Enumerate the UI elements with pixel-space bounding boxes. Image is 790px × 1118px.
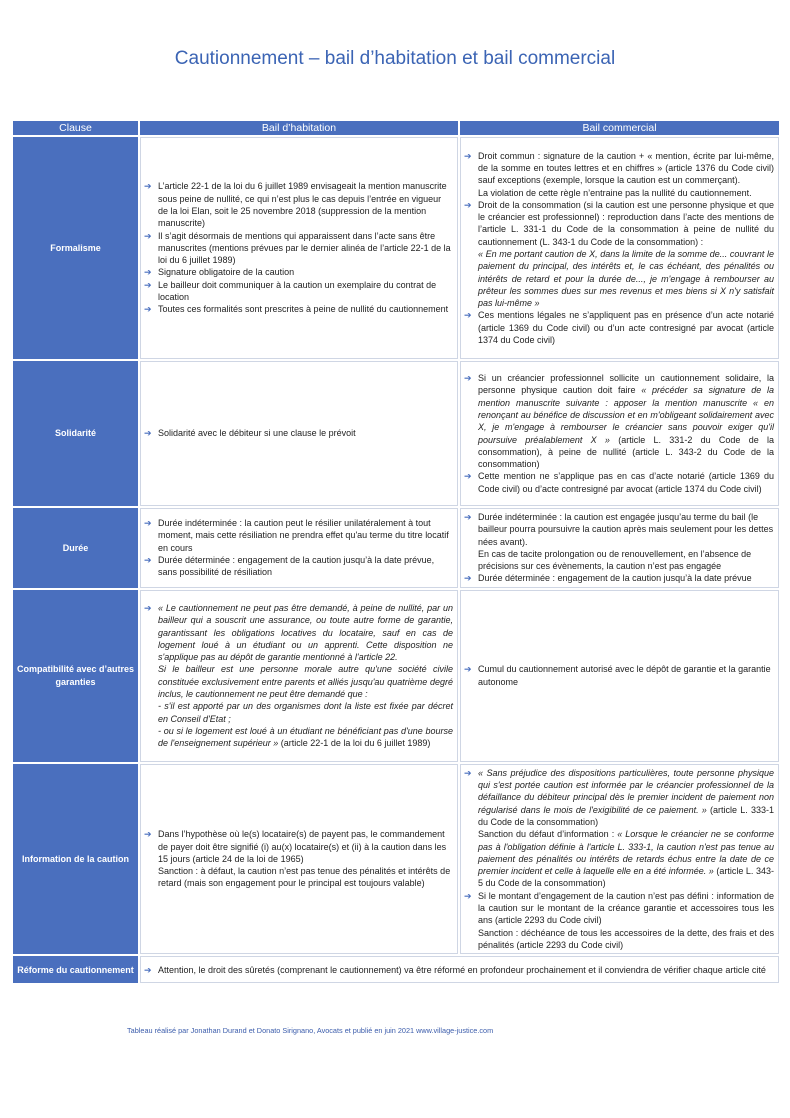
row-compatibilite xyxy=(13,590,779,762)
arrow-right-icon: ➔ xyxy=(144,279,152,290)
arrow-right-icon: ➔ xyxy=(464,199,472,210)
row-information xyxy=(13,764,779,954)
row-duree xyxy=(13,508,779,588)
list-item: ➔ Dans l’hypothèse où le(s) locataire(s) de payent pas, le commandement de payer doit être signifié (i) au(x) locataire(s) et (ii) à la caution dans les 15 jours (article 24 de la loi de 1965) xyxy=(144,829,447,864)
list-item: ➔ Signature obligatoire de la caution xyxy=(144,267,295,278)
cell-compatibilite-habitation xyxy=(140,590,458,762)
cell-compatibilite-commercial xyxy=(460,590,779,762)
list-item: ➔ Durée déterminée : engagement de la caution jusqu’à la date prévue, sans possibilité de résiliation xyxy=(144,555,435,578)
arrow-right-icon: ➔ xyxy=(464,150,472,161)
header-habitation: Bail d’habitation xyxy=(140,121,458,135)
arrow-right-icon: ➔ xyxy=(464,664,472,675)
arrow-right-icon: ➔ xyxy=(144,304,152,315)
paragraph: - ou si le logement est loué à un étudiant ne bénéficiant pas d'une bourse de l'enseignement supérieur » (article 22-1 de la loi du 6 juillet 1989) xyxy=(158,725,453,749)
list-item: ➔ Durée indéterminée : la caution est engagée jusqu’au terme du bail (le bailleur pourra poursuivre la caution après mais seulement pour les dettes nées avant). xyxy=(464,512,774,547)
paragraph: En cas de tacite prolongation ou de renouvellement, en l’absence de précisions sur ces évènements, la caution n’est pas engagée xyxy=(478,548,752,572)
header-clause: Clause xyxy=(13,121,138,135)
cell-information-commercial xyxy=(460,764,779,954)
row-formalisme xyxy=(13,137,779,359)
list-item: ➔ « Sans préjudice des dispositions particulières, toute personne physique qui s'est portée caution est informée par le créancier professionnel de la défaillance du débiteur principal dès le premier incident de paiement non régularisé dans le mois de l'exigibilité de ce paiement. » (article L. 333-1 du Code de la consommation) xyxy=(464,767,774,827)
cell-duree-commercial xyxy=(460,508,779,588)
row-label-reforme: Réforme du cautionnement xyxy=(13,956,138,983)
cell-formalisme-commercial xyxy=(460,137,779,359)
page-title: Cautionnement – bail d’habitation et bail commercial xyxy=(174,48,616,69)
arrow-right-icon: ➔ xyxy=(144,603,152,613)
cell-reforme xyxy=(140,956,779,983)
list-item: ➔ Si le montant d’engagement de la caution n’est pas défini : information de la caution sur le montant de la créance garantie et accessoires tous les ans (article 2293 du Code civil) xyxy=(464,890,774,926)
paragraph: Sanction : à défaut, la caution n’est pas tenue des pénalités et intérêts de retard (mais son engagement pour le principal est toujours valable) xyxy=(158,866,451,889)
arrow-right-icon: ➔ xyxy=(144,267,152,278)
arrow-right-icon: ➔ xyxy=(144,829,152,840)
list-item: ➔ Ces mentions légales ne s’appliquent pas en présence d’un acte notarié (article 1369 du Code civil) ou d’un acte contresigné par avocat (article 1374 du Code civil) xyxy=(464,310,774,346)
list-item: ➔ Droit de la consommation (si la caution est une personne physique et que le créancier est professionnel) : reproduction dans l’acte des mentions de l’article L. 331-1 du Code de la consommation à peine de nullité du cautionnement (L. 343-1 du Code de la consommation) : xyxy=(464,199,774,247)
arrow-right-icon: ➔ xyxy=(464,767,472,778)
row-label-formalisme: Formalisme xyxy=(13,137,138,359)
list-item: ➔ Attention, le droit des sûretés (comprenant le cautionnement) va être réformé en profondeur prochainement et il conviendra de vérifier chaque article cité xyxy=(144,964,766,975)
arrow-right-icon: ➔ xyxy=(144,428,152,439)
list-item: ➔ L’article 22-1 de la loi du 6 juillet 1989 envisageait la mention manuscrite sous peine de nullité, ce qui n’est plus le cas depuis l’entrée en vigueur de la loi Elan, soit le 25 novembre 2018 (suppression de la mention manuscrite) xyxy=(144,181,447,229)
list-item: ➔ Si un créancier professionnel sollicite un cautionnement solidaire, la personne physique caution doit faire « précéder sa signature de la mention manuscrite suivante : apposer la mention manuscrite « en renonçant au bénéfice de discussion et en m'obligeant solidairement avec X, je m'engage à rembourser le créancier sans pouvoir exiger qu'il poursuive préalablement X » (article L. 331-2 du Code de la consommation), à peine de nullité (article L. 343-2 du Code de la consommation) xyxy=(464,373,775,470)
comparison-table xyxy=(11,119,781,985)
row-reforme xyxy=(13,956,779,983)
legal-quote: - s'il est apporté par un des organismes dont la liste est fixée par décret en Conseil d'Etat ; xyxy=(158,701,453,724)
arrow-right-icon: ➔ xyxy=(144,964,152,975)
cell-formalisme-habitation xyxy=(140,137,458,359)
list-item: ➔ Toutes ces formalités sont prescrites à peine de nullité du cautionnement xyxy=(144,304,449,315)
arrow-right-icon: ➔ xyxy=(464,890,472,901)
arrow-right-icon: ➔ xyxy=(464,512,472,522)
list-item: ➔ Cette mention ne s’applique pas en cas d’acte notarié (article 1369 du Code civil) ou d’acte contresigné par avocat (article 1374 du Code civil) xyxy=(464,471,774,494)
arrow-right-icon: ➔ xyxy=(144,518,152,529)
list-item: ➔ Il s’agit désormais de mentions qui apparaissent dans l’acte sans être manuscrites (mentions prévues par le dernier alinéa de l’article 22-1 de la loi du 6 juillet 1989) xyxy=(144,230,451,266)
arrow-right-icon: ➔ xyxy=(144,181,152,192)
legal-quote: « En me portant caution de X, dans la limite de la somme de... couvrant le paiement du principal, des intérêts et, le cas échéant, des pénalités ou intérêts de retard et pour la durée de..., je m'engage à rembourser au prêteur les sommes dues sur mes revenus et mes biens si X n'y satisfait pas lui-même » xyxy=(478,249,774,309)
cell-duree-habitation xyxy=(140,508,458,588)
list-item: ➔ Durée indéterminée : la caution peut le résilier unilatéralement à tout moment, mais cette résiliation ne prendra effet qu'au terme du titre locatif en cours xyxy=(144,518,449,553)
legal-quote: Si le bailleur est une personne morale autre qu'une société civile constituée exclusivement entre parents et alliés jusqu'au quatrième degré inclus, le cautionnement ne peut être demandé que : xyxy=(158,664,453,700)
list-item: ➔ Le bailleur doit communiquer à la caution un exemplaire du contrat de location xyxy=(144,279,437,303)
row-label-solidarite: Solidarité xyxy=(13,361,138,506)
list-item: ➔ Durée déterminée : engagement de la caution jusqu’à la date prévue xyxy=(464,573,752,584)
arrow-right-icon: ➔ xyxy=(464,573,472,584)
row-label-duree: Durée xyxy=(13,508,138,588)
header-row xyxy=(13,121,779,135)
cell-solidarite-commercial xyxy=(460,361,779,506)
paragraph: La violation de cette règle n’entraine pas la nullité du cautionnement. xyxy=(478,187,752,198)
list-item: ➔ Droit commun : signature de la caution + « mention, écrite par lui-même, de la somme en toutes lettres et en chiffres » (article 1376 du Code civil) sauf exceptions (exemple, lorsque la caution est un commerçant). xyxy=(464,150,774,186)
list-item: ➔ Cumul du cautionnement autorisé avec le dépôt de garantie et la garantie autonome xyxy=(464,664,771,687)
header-commercial: Bail commercial xyxy=(460,121,779,135)
row-solidarite xyxy=(13,361,779,506)
list-item: ➔ Solidarité avec le débiteur si une clause le prévoit xyxy=(144,428,356,439)
arrow-right-icon: ➔ xyxy=(464,471,472,482)
arrow-right-icon: ➔ xyxy=(144,555,152,566)
arrow-right-icon: ➔ xyxy=(464,310,472,321)
footer-credit: Tableau réalisé par Jonathan Durand et Donato Sirignano, Avocats et publié en juin 2021 www.village-justice.com xyxy=(127,1026,494,1035)
arrow-right-icon: ➔ xyxy=(144,230,152,241)
cell-information-habitation xyxy=(140,764,458,954)
list-item: ➔ « Le cautionnement ne peut pas être demandé, à peine de nullité, par un bailleur qui a souscrit une assurance, ou toute autre forme de garantie, garantissant les obligations locatives du locataire, sauf en cas de logement loué à un étudiant ou un apprenti. Cette disposition ne s'applique pas au dépôt de garantie mentionné à l'article 22. xyxy=(144,603,453,663)
paragraph: Sanction : déchéance de tous les accessoires de la dette, des frais et des pénalités (article 2293 du Code civil) xyxy=(478,927,774,950)
row-label-compatibilite: Compatibilité avec d’autres garanties xyxy=(13,590,138,762)
arrow-right-icon: ➔ xyxy=(464,373,472,384)
paragraph: Sanction du défaut d’information : « Lorsque le créancier ne se conforme pas à l'obligation définie à l'article L. 333-1, la caution n'est pas tenue au paiement des pénalités ou intérêts de retards échus entre la date de ce premier incident et celle à laquelle elle en a été informée. » (article L. 343-5 du Code de la consommation) xyxy=(478,829,774,889)
cell-solidarite-habitation xyxy=(140,361,458,506)
row-label-information: Information de la caution xyxy=(13,764,138,954)
